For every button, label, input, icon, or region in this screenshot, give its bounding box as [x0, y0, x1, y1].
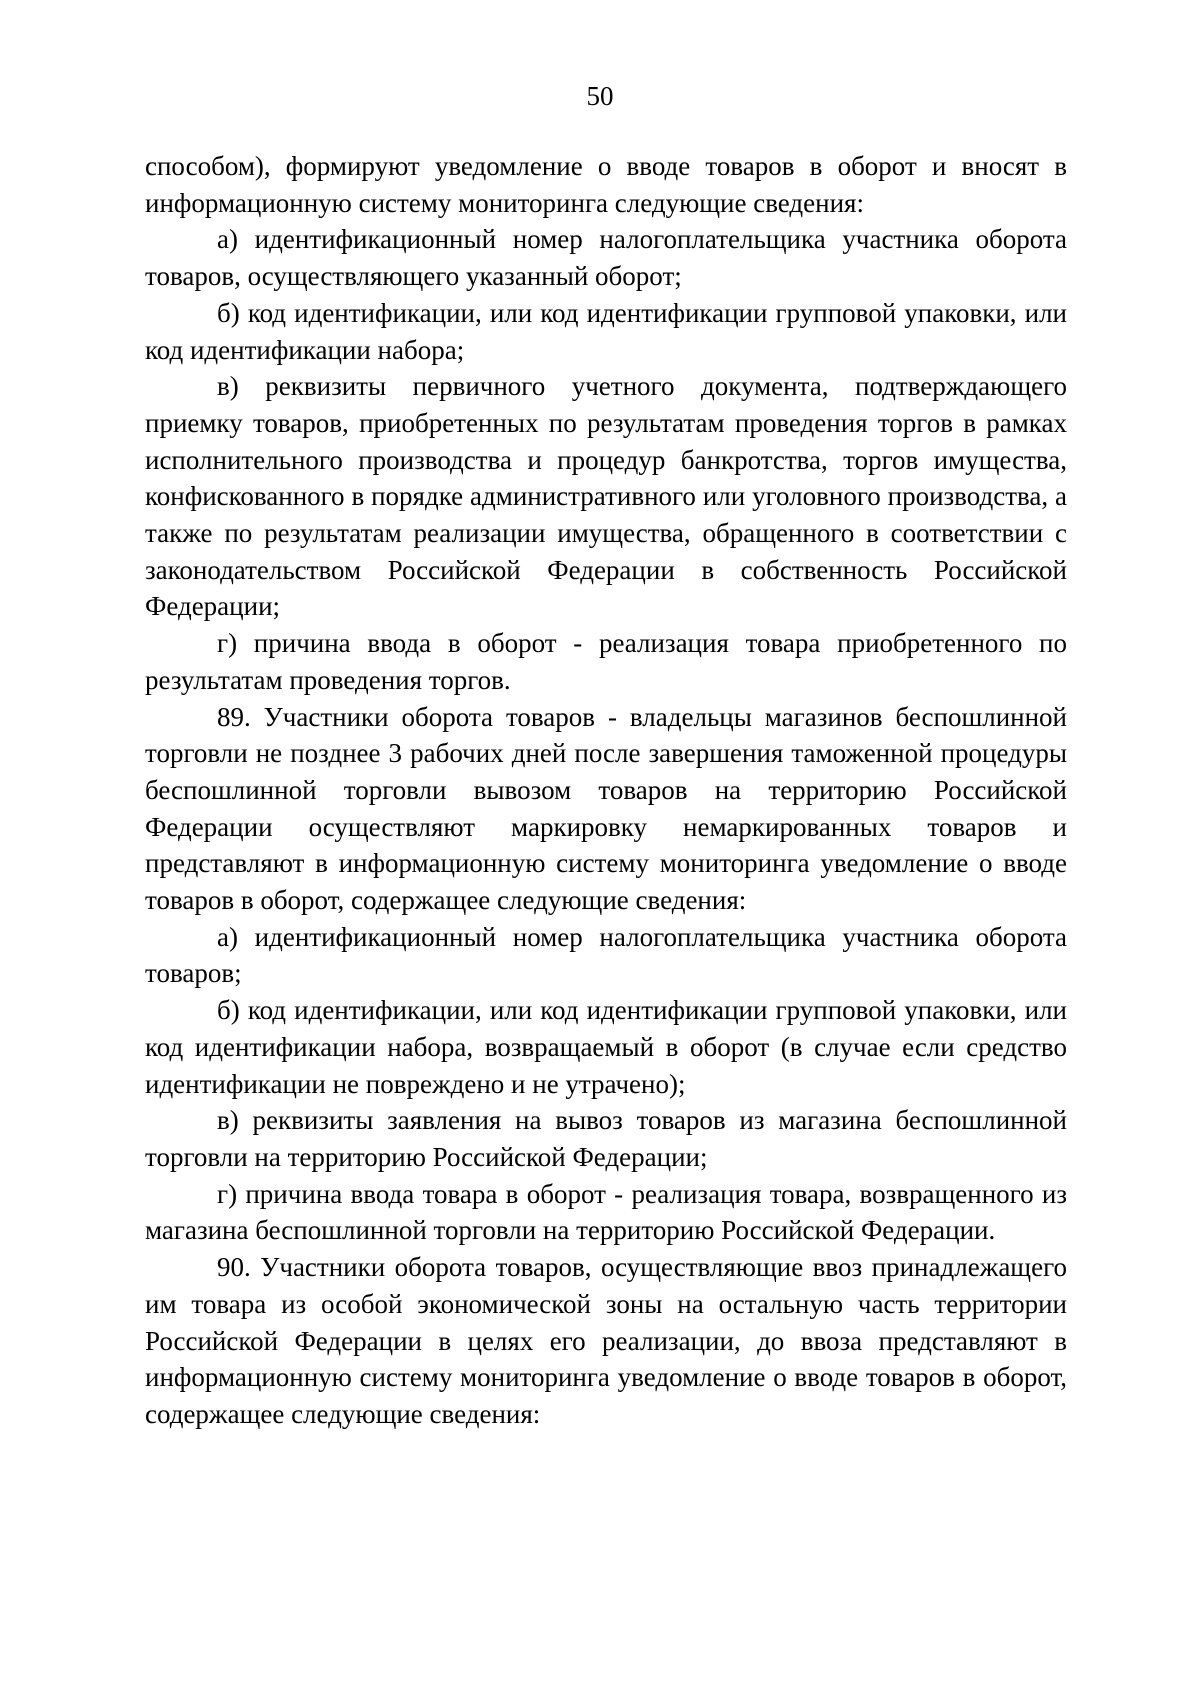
paragraph-clause-89-item-v: в) реквизиты заявления на вывоз товаров из магазина беспошлинной торговли на территорию Российской Федерации;	[145, 1105, 1067, 1172]
paragraph-clause-89: 89. Участники оборота товаров - владельцы магазинов беспошлинной торговли не позднее 3 рабочих дней после завершения таможенной процедуры беспошлинной торговли вывозом товаров на территорию Российской Федерации осуществляют маркировку немаркированных товаров и представляют в информационную систему мониторинга уведомление о вводе товаров в оборот, содержащее следующие сведения:	[145, 701, 1067, 916]
paragraph-item-a-taxpayer-id: а) идентификационный номер налогоплательщика участника оборота товаров, осуществляющего указанный оборот;	[145, 224, 1067, 292]
document-body	[145, 148, 1067, 1433]
paragraph-clause-90: 90. Участники оборота товаров, осуществляющие ввоз принадлежащего им товара из особой экономической зоны на остальную часть территории Российской Федерации в целях его реализации, до ввоза представляют в информационную систему мониторинга уведомление о вводе товаров в оборот, содержащее следующие сведения:	[145, 1252, 1067, 1429]
paragraph-clause-89-item-a: а) идентификационный номер налогоплательщика участника оборота товаров;	[145, 921, 1067, 989]
paragraph-clause-89-item-b: б) код идентификации, или код идентификации групповой упаковки, или код идентификации набора, возвращаемый в оборот (в случае если средство идентификации не повреждено и не утрачено);	[145, 995, 1067, 1099]
paragraph-item-v-primary-document: в) реквизиты первичного учетного документа, подтверждающего приемку товаров, приобретенных по результатам проведения торгов в рамках исполнительного производства и процедур банкротства, торгов имущества, конфискованного в порядке административного или уголовного производства, а также по результатам реализации имущества, обращенного в соответствии с законодательством Российской Федерации в собственность Российской Федерации;	[145, 371, 1067, 622]
paragraph-clause-89-item-g: г) причина ввода товара в оборот - реализация товара, возвращенного из магазина беспошлинной торговли на территорию Российской Федерации.	[145, 1178, 1067, 1246]
paragraph-continuation: способом), формируют уведомление о вводе товаров в оборот и вносят в информационную систему мониторинга следующие сведения:	[145, 151, 1067, 218]
paragraph-item-g-reason: г) причина ввода в оборот - реализация товара приобретенного по результатам проведения торгов.	[145, 628, 1067, 695]
paragraph-item-b-identification-code: б) код идентификации, или код идентификации групповой упаковки, или код идентификации набора;	[145, 297, 1067, 365]
page-number: 50	[586, 81, 614, 111]
